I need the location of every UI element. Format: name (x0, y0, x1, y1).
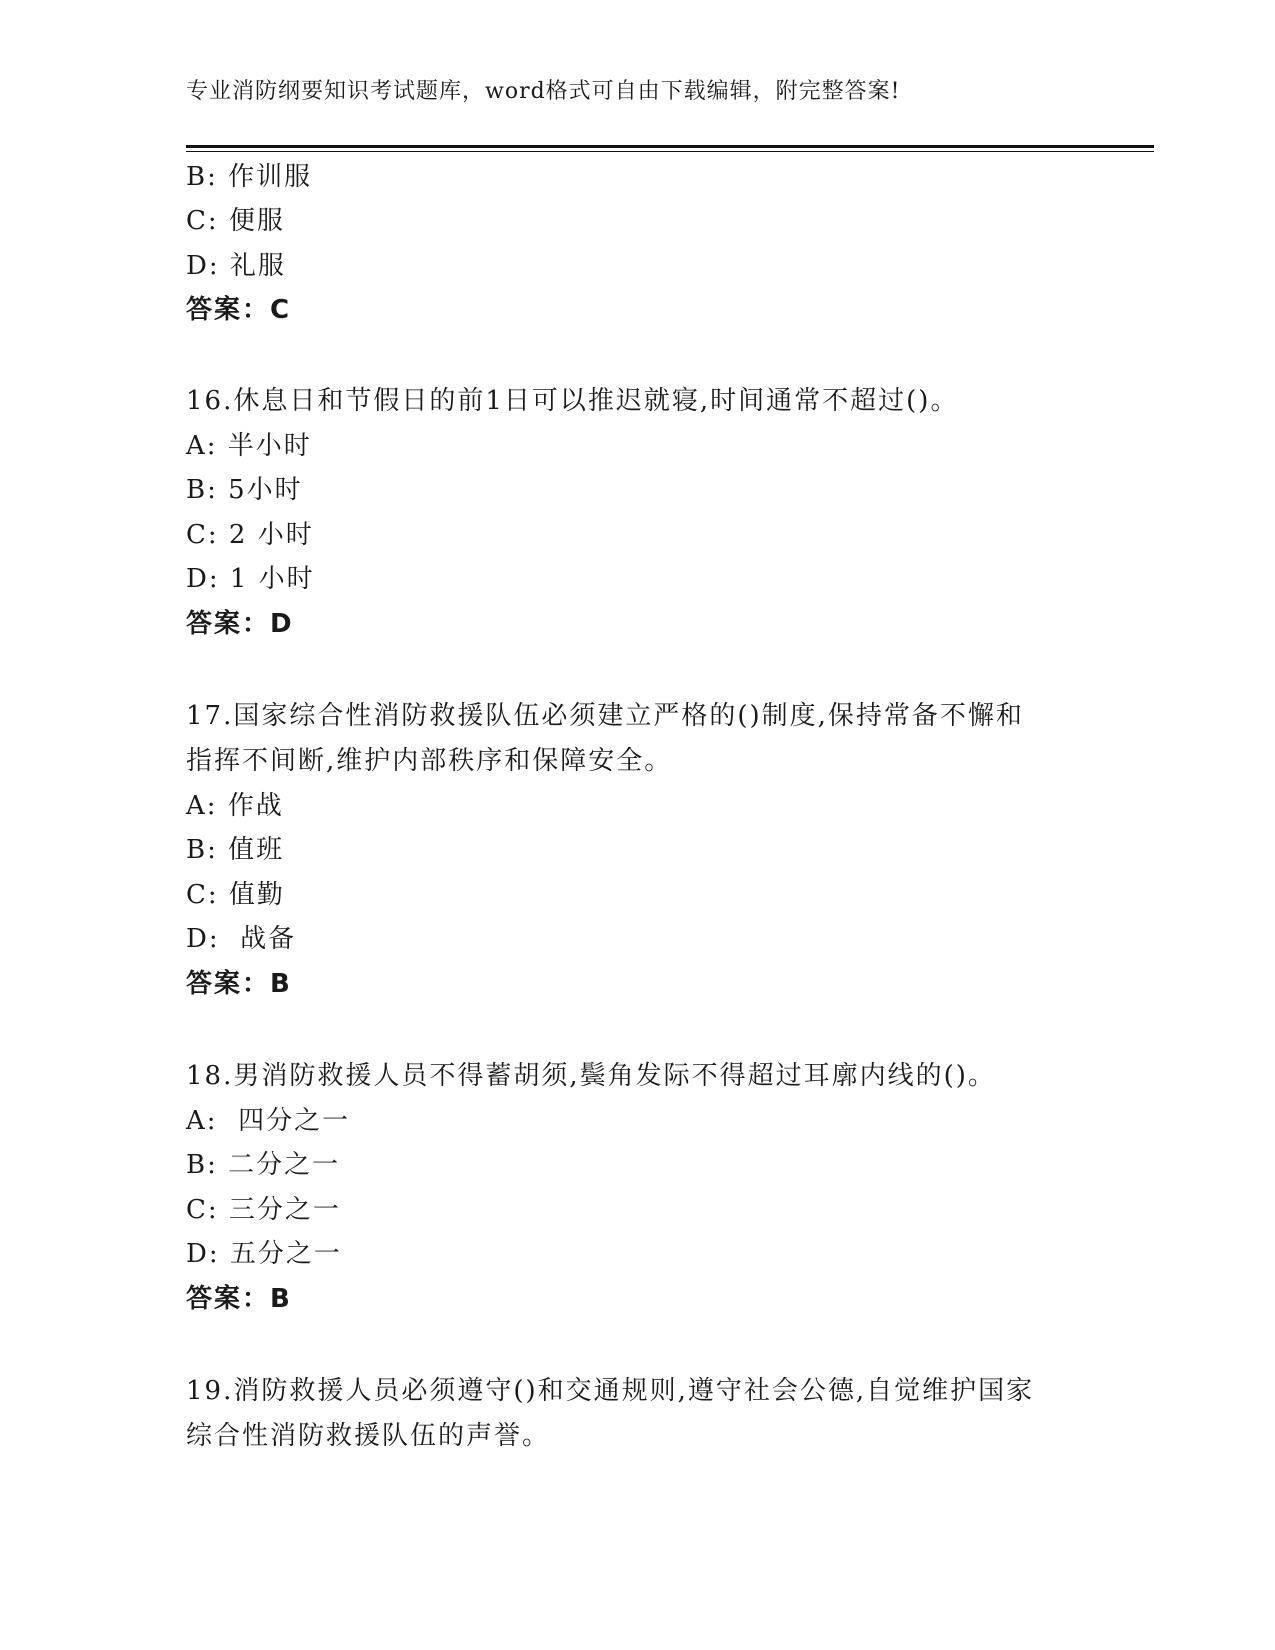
q16-option-a: A: 半小时 (186, 431, 312, 461)
header-rule-thin (186, 151, 1154, 152)
q15-option-b: B: 作训服 (186, 162, 313, 192)
q15-option-d: D: 礼服 (186, 251, 286, 281)
q17-option-a: A: 作战 (186, 791, 284, 821)
q16-stem: 16.休息日和节假日的前1日可以推迟就寝,时间通常不超过()。 (186, 386, 959, 416)
q19-stem-line-1: 19.消防救援人员必须遵守()和交通规则,遵守社会公德,自觉维护国家 (186, 1376, 1035, 1406)
q16-answer: 答案：D (186, 609, 294, 639)
q18-option-a: A: 四分之一 (186, 1106, 351, 1136)
header-rule-thick (186, 145, 1154, 148)
q18-option-d: D: 五分之一 (186, 1239, 342, 1269)
q18-option-b: B: 二分之一 (186, 1150, 341, 1180)
q17-option-c: C: 值勤 (186, 880, 285, 910)
q17-stem-line-1: 17.国家综合性消防救援队伍必须建立严格的()制度,保持常备不懈和 (186, 701, 1024, 731)
q18-option-c: C: 三分之一 (186, 1195, 341, 1225)
q16-option-d: D: 1 小时 (186, 564, 315, 594)
q15-option-c: C: 便服 (186, 206, 285, 236)
q18-answer: 答案：B (186, 1284, 292, 1314)
q16-option-b: B: 5小时 (186, 475, 303, 505)
q15-answer: 答案：C (186, 295, 292, 325)
q17-answer: 答案：B (186, 969, 292, 999)
q19-stem-line-2: 综合性消防救援队伍的声誉。 (186, 1421, 551, 1451)
q17-stem-line-2: 指挥不间断,维护内部秩序和保障安全。 (186, 746, 673, 776)
q17-option-d: D: 战备 (186, 924, 297, 954)
q16-option-c: C: 2 小时 (186, 520, 314, 550)
q17-option-b: B: 值班 (186, 835, 285, 865)
page-header: 专业消防纲要知识考试题库，word格式可自由下载编辑，附完整答案! (186, 79, 901, 104)
q18-stem: 18.男消防救援人员不得蓄胡须,鬓角发际不得超过耳廓内线的()。 (186, 1061, 996, 1091)
